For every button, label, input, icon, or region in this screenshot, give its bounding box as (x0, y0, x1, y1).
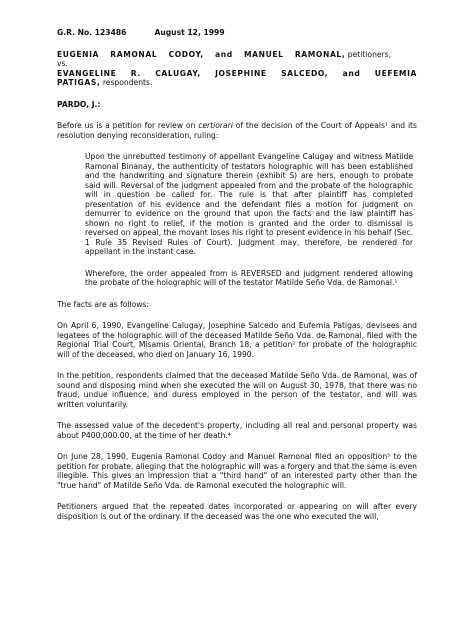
ponente: PARDO, J.: (57, 99, 101, 109)
block-quote (85, 152, 413, 288)
respondents-role: respondents. (100, 78, 153, 87)
case-header (57, 28, 417, 38)
facts-paragraph-1: On April 6, 1990, Evangeline Calugay, Josephine Salcedo and Eufemia Patigas, devisees and legatees of the holographic will of the deceased Matilde Seño Vda. de Ramonal, filed with the Regional Trial Court, Misamis Oriental, Branch 18, a petition² for probate of the holographic will of the deceased, who died on January 16, 1990. (57, 321, 417, 359)
petitioners-line (57, 50, 417, 60)
case-number: G.R. No. 123486 (57, 28, 127, 37)
versus-label: vs. (57, 59, 68, 68)
parties-block (57, 50, 417, 88)
intro-italic: certiorari (198, 121, 233, 130)
facts-paragraph-3: The assessed value of the decedent's property, including all real and personal property was about P400,000.00, at the time of her death.⁴ (57, 421, 417, 440)
petitioners-names: EUGENIA RAMONAL CODOY, and MANUEL RAMONAL, (57, 49, 346, 59)
intro-post: of the decision of the Court of Appeals¹ and its resolution denying reconsideration, ruling: (57, 121, 417, 140)
intro-pre: Before us is a petition for review on (57, 121, 199, 130)
quote-paragraph-1: Upon the unrebutted testimony of appellant Evangeline Calugay and witness Matilde Ramonal Binanay, the authenticity of testators holographic will has been established and the handwriting and signature therein (exhibit S) are hers, enough to probate said will. Reversal of the judgment appealed from and the probate of the holographic will in question be called for. The rule is that after plaintiff has completed presentation of his evidence and the defendant files a motion for judgment on demurrer to evidence on the ground that upon the facts and the law plaintiff has shown no right to relief, if the motion is granted and the order to dismissal is reversed on appeal, the movant loses his right to present evidence in his behalf (Sec. 1 Rule 35 Revised Rules of Court). Judgment may, therefore, be rendered for appellant in the instant case. (85, 152, 413, 256)
facts-paragraph-4: On June 28, 1990, Eugenia Ramonal Codoy and Manuel Ramonal filed an opposition⁵ to the petition for probate, alleging that the holographic will was a forgery and that the same is even illegible. This gives an impression that a "third hand" of an interested party other than the "true hand" of Matilde Seño Vda. de Ramonal executed the holographic will. (57, 452, 417, 490)
respondents-names: EVANGELINE R. CALUGAY, JOSEPHINE SALCEDO, and UEFEMIA PATIGAS, (57, 68, 417, 87)
intro-paragraph (57, 121, 417, 140)
facts-paragraph-2: In the petition, respondents claimed that the deceased Matilde Seño Vda. de Ramonal, was of sound and disposing mind when she executed the will on August 30, 1978, that there was no fraud, undue influence, and duress employed in the person of the testator, and will was written voluntarily. (57, 371, 417, 409)
document-body (57, 28, 417, 521)
respondents-line (57, 69, 417, 88)
quote-paragraph-2: Wherefore, the order appealed from is REVERSED and judgment rendered allowing the probate of the holographic will of the testator Matilde Seño Vda. de Ramonal.¹ (85, 268, 413, 287)
case-date: August 12, 1999 (154, 28, 225, 37)
facts-paragraph-5: Petitioners argued that the repeated dates incorporated or appearing on will after every disposition is out of the ordinary. If the deceased was the one who executed the will, (57, 502, 417, 521)
facts-intro: The facts are as follows: (57, 299, 150, 309)
petitioners-role: petitioners, (345, 49, 392, 59)
